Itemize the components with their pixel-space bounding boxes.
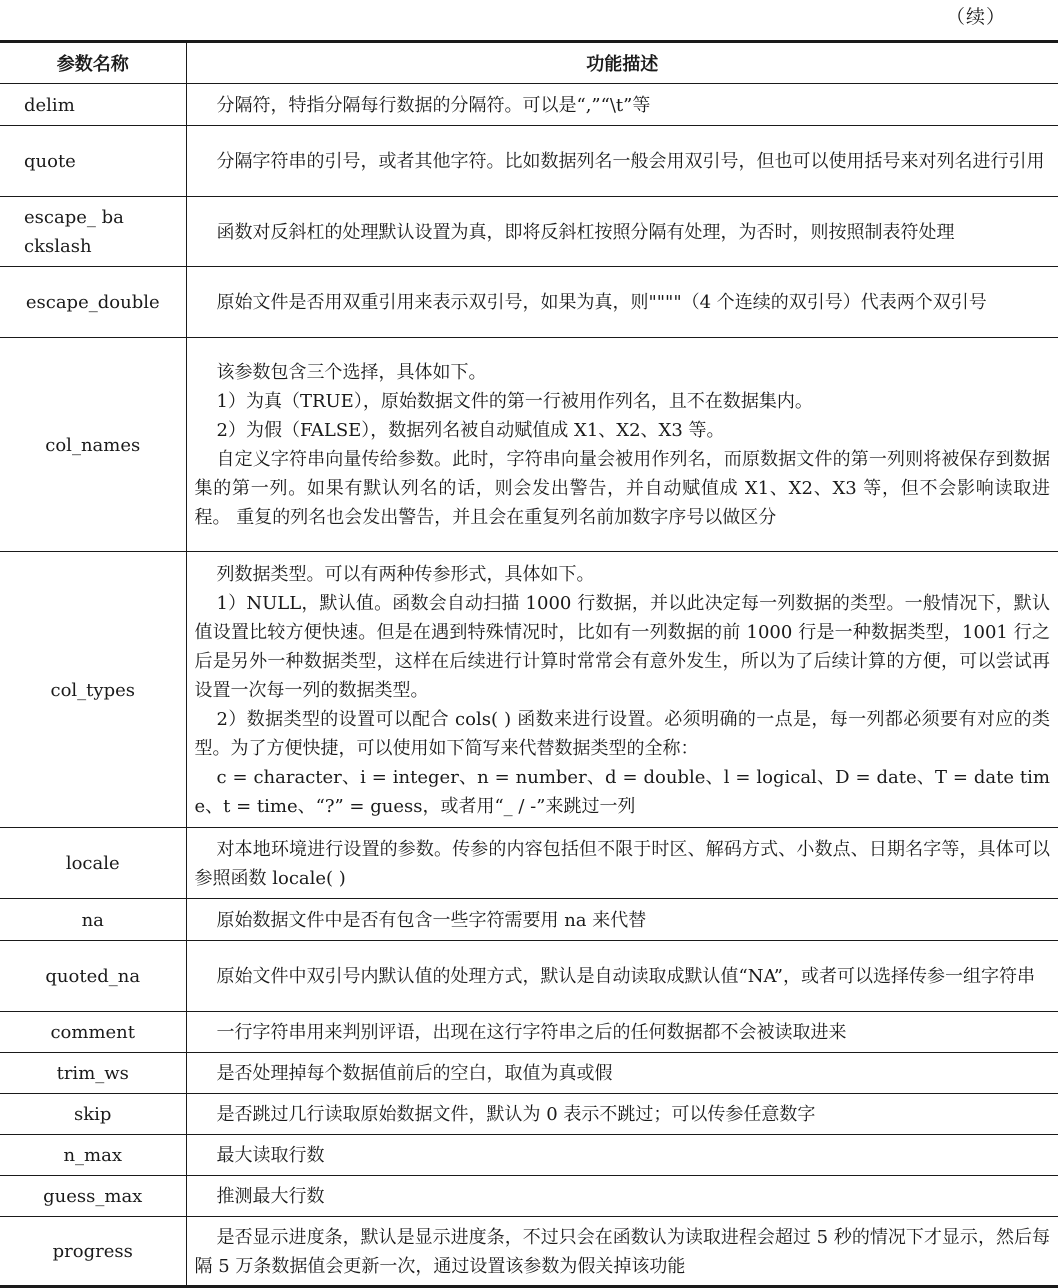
param-name: locale — [0, 828, 186, 899]
continued-label: （续） — [945, 6, 1006, 28]
description-paragraph: 分隔字符串的引号，或者其他字符。比如数据列名一般会用双引号，但也可以使用括号来对列名进行引用 — [216, 151, 1045, 172]
description-paragraph: c = character、i = integer、n = number、d = double、l = logical、D = date、T = date time、t = time、“?” = guess，或者用“_ / -”来跳过一列 — [194, 766, 1050, 817]
param-description — [186, 338, 1058, 552]
parameter-table — [0, 40, 1058, 1288]
param-name: col_types — [0, 552, 186, 828]
table-row — [0, 267, 1058, 338]
description-paragraph: 2）为假（FALSE），数据列名被自动赋值成 X1、X2、X3 等。 — [216, 420, 725, 441]
param-description — [186, 941, 1058, 1012]
param-description — [186, 1135, 1058, 1176]
param-name: trim_ws — [0, 1053, 186, 1094]
description-paragraph: 是否跳过几行读取原始数据文件，默认为 0 表示不跳过；可以传参任意数字 — [216, 1104, 816, 1125]
param-name: quoted_na — [0, 941, 186, 1012]
table-row — [0, 552, 1058, 828]
table-row — [0, 828, 1058, 899]
description-paragraph: 原始数据文件中是否有包含一些字符需要用 na 来代替 — [216, 909, 647, 931]
table-header-row — [0, 42, 1058, 84]
table-row — [0, 1094, 1058, 1135]
table-row — [0, 899, 1058, 941]
description-paragraph: 是否处理掉每个数据值前后的空白，取值为真或假 — [216, 1063, 613, 1084]
description-paragraph: 原始文件是否用双重引用来表示双引号，如果为真，则""""（4 个连续的双引号）代表两个双引号 — [216, 292, 987, 313]
description-paragraph: 最大读取行数 — [216, 1145, 325, 1166]
table-row — [0, 1135, 1058, 1176]
param-name: na — [0, 899, 186, 941]
description-paragraph: 自定义字符串向量传给参数。此时，字符串向量会被用作列名，而原数据文件的第一列则将被保存到数据集的第一列。如果有默认列名的话，则会发出警告，并自动赋值成 X1、X2、X3 等，但不会影响读取进程。 重复的列名也会发出警告，并且会在重复列名前加数字序号以做区分 — [194, 449, 1050, 528]
description-paragraph: 2）数据类型的设置可以配合 cols( ) 函数来进行设置。必须明确的一点是，每一列都必须要有对应的类型。为了方便快捷，可以使用如下简写来代替数据类型的全称： — [194, 708, 1050, 759]
param-name: col_names — [0, 338, 186, 552]
table-body — [0, 84, 1058, 1287]
description-paragraph: 对本地环境进行设置的参数。传参的内容包括但不限于时区、解码方式、小数点、日期名字等，具体可以参照函数 locale( ) — [194, 838, 1050, 889]
description-paragraph: 推测最大行数 — [216, 1186, 325, 1207]
table-row — [0, 1176, 1058, 1217]
param-name: guess_max — [0, 1176, 186, 1217]
table-row — [0, 1053, 1058, 1094]
description-paragraph: 是否显示进度条，默认是显示进度条，不过只会在函数认为读取进程会超过 5 秒的情况下才显示，然后每隔 5 万条数据值会更新一次，通过设置该参数为假关掉该功能 — [194, 1226, 1050, 1277]
header-param-name: 参数名称 — [0, 42, 186, 84]
param-name: skip — [0, 1094, 186, 1135]
param-description — [186, 1012, 1058, 1053]
description-paragraph: 1）NULL，默认值。函数会自动扫描 1000 行数据，并以此决定每一列数据的类型。一般情况下，默认值设置比较方便快速。但是在遇到特殊情况时，比如有一列数据的前 1000 行是一种数据类型，1001 行之后是另外一种数据类型，这样在后续进行计算时常常会有意外发生，所以为了后续计算的方便，可以尝试再设置一次每一列的数据类型。 — [194, 592, 1050, 701]
table-row — [0, 1217, 1058, 1287]
description-paragraph: 函数对反斜杠的处理默认设置为真，即将反斜杠按照分隔有处理，为否时，则按照制表符处理 — [216, 221, 955, 243]
table-row — [0, 197, 1058, 267]
param-description — [186, 126, 1058, 197]
param-name-text: escape_ backslash — [24, 207, 124, 257]
param-description — [186, 1053, 1058, 1094]
param-name: comment — [0, 1012, 186, 1053]
param-name: escape_double — [0, 267, 186, 338]
description-paragraph: 列数据类型。可以有两种传参形式，具体如下。 — [216, 563, 595, 585]
param-name: n_max — [0, 1135, 186, 1176]
param-description — [186, 899, 1058, 941]
param-name: progress — [0, 1217, 186, 1287]
param-name — [0, 197, 186, 267]
table-row — [0, 126, 1058, 197]
param-description — [186, 267, 1058, 338]
param-description — [186, 197, 1058, 267]
param-description — [186, 1094, 1058, 1135]
description-paragraph: 1）为真（TRUE），原始数据文件的第一行被用作列名，且不在数据集内。 — [216, 391, 813, 412]
param-description — [186, 1176, 1058, 1217]
description-paragraph: 原始文件中双引号内默认值的处理方式，默认是自动读取成默认值“NA”，或者可以选择传参一组字符串 — [216, 966, 1036, 987]
param-name: quote — [0, 126, 186, 197]
description-paragraph: 分隔符，特指分隔每行数据的分隔符。可以是“,”“\t”等 — [216, 94, 651, 116]
param-name: delim — [0, 84, 186, 126]
table-row — [0, 941, 1058, 1012]
header-description: 功能描述 — [186, 42, 1058, 84]
table-row — [0, 84, 1058, 126]
description-paragraph: 一行字符串用来判别评语，出现在这行字符串之后的任何数据都不会被读取进来 — [216, 1022, 847, 1043]
table-row — [0, 338, 1058, 552]
table-row — [0, 1012, 1058, 1053]
param-description — [186, 828, 1058, 899]
param-description — [186, 552, 1058, 828]
description-paragraph: 该参数包含三个选择，具体如下。 — [216, 362, 487, 383]
param-description — [186, 1217, 1058, 1287]
param-description — [186, 84, 1058, 126]
